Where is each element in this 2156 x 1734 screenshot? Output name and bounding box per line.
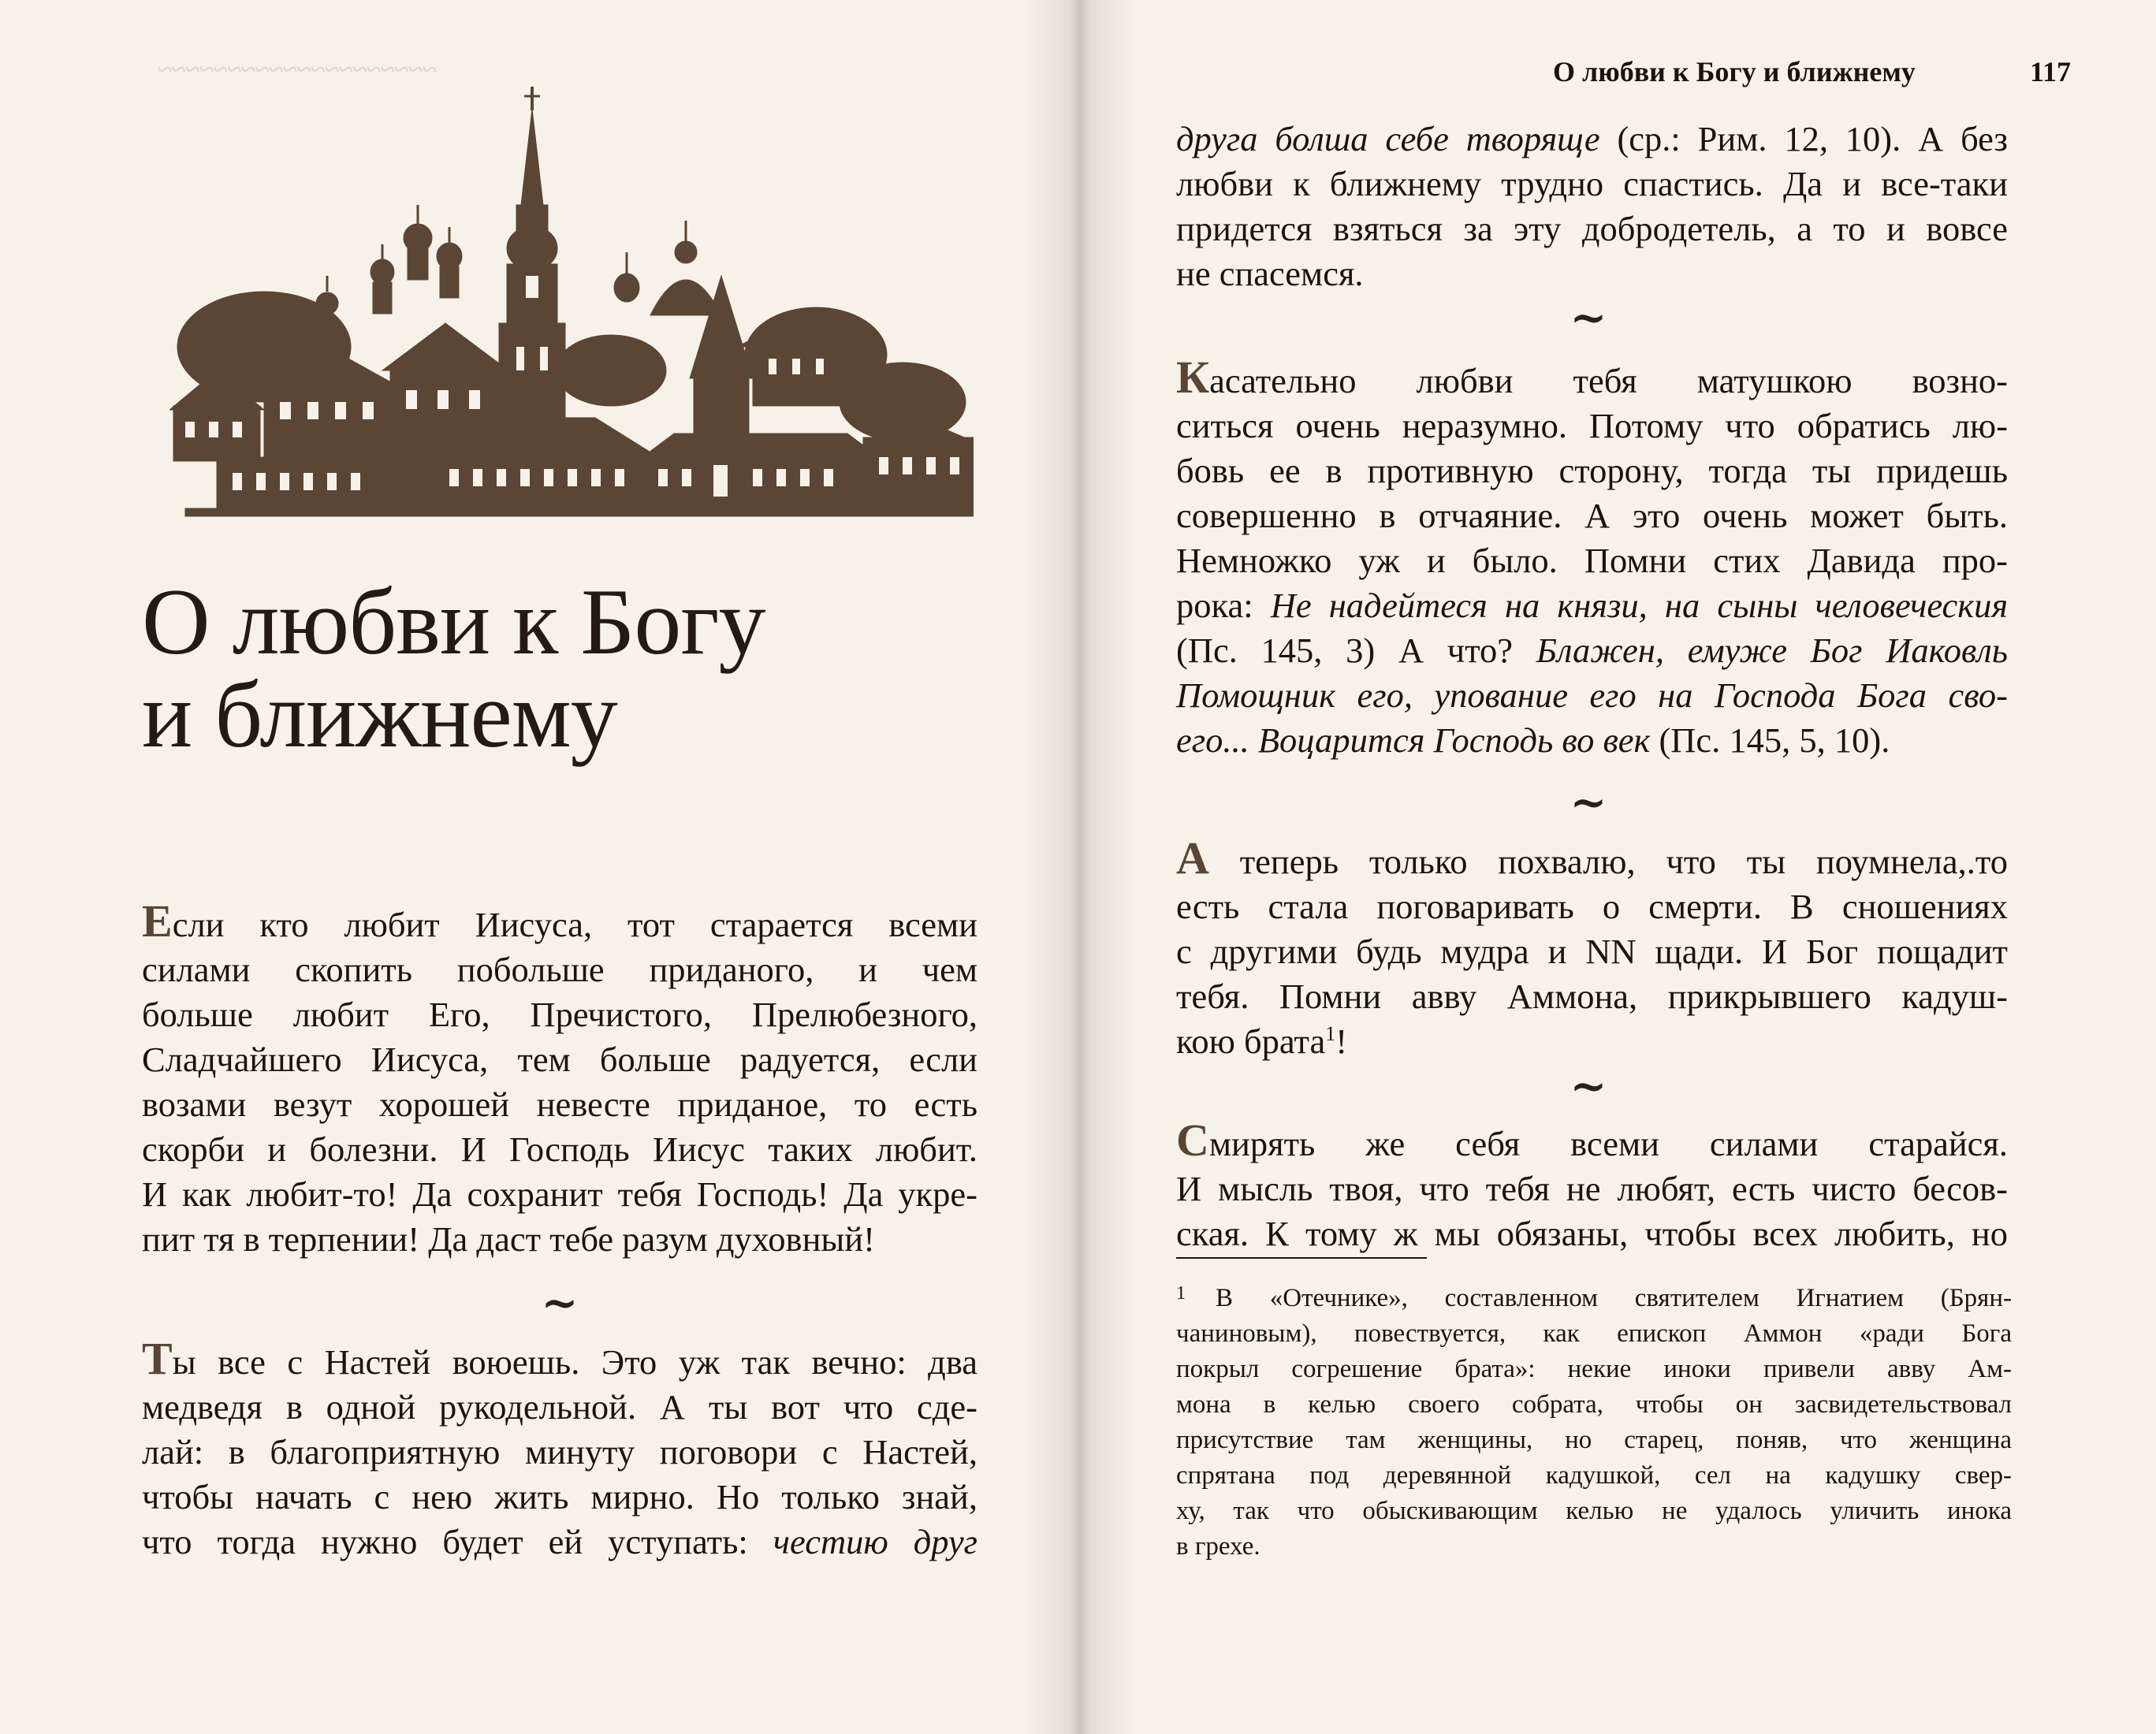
tilde-separator-icon: ~ <box>1570 776 1607 828</box>
footnote-divider <box>1176 1257 1427 1259</box>
footnote-line: покрыл согрешение брата»: некие иноки привели авву Ам- <box>1176 1355 2012 1383</box>
dropcap: Т <box>142 1333 173 1384</box>
page-number: 117 <box>2030 56 2072 87</box>
text-line: асательно любви тебя матушкою возно- <box>1209 361 2008 400</box>
chapter-title-line-2: и ближнему <box>142 662 617 767</box>
tilde-separator-icon: ~ <box>541 1277 579 1329</box>
italic-quote: Помощник его, упование его на Господа Бога сво- <box>1176 675 2008 715</box>
text-line: ы все с Настей воюешь. Это уж так вечно: два <box>172 1342 977 1382</box>
tilde-separator-icon: ~ <box>1570 1060 1607 1112</box>
text-line: тебя. Помни авву Аммона, прикрывшего кадуш- <box>1176 977 2008 1016</box>
footnote-reference[interactable]: 1 <box>1325 1022 1336 1046</box>
text-line: (ср.: Рим. 12, 10). А без <box>1599 119 2008 158</box>
text-line: силами скопить побольше приданого, и чем <box>142 950 977 989</box>
right-paragraph-2 <box>1176 352 2009 763</box>
text-line: Немножко уж и было. Помни стих Давида про- <box>1176 541 2008 580</box>
text-line: Сладчайшего Иисуса, тем больше радуется, если <box>142 1040 977 1079</box>
text-line: мирять же себя всеми силами старайся. <box>1208 1124 2008 1163</box>
text-line: возами везут хорошей невесте приданое, то есть <box>142 1085 977 1124</box>
text-line: пит тя в терпении! Да даст тебе разум духовный! <box>142 1219 875 1259</box>
right-paragraph-3 <box>1176 832 2008 1064</box>
dropcap: А <box>1176 832 1209 884</box>
text-line: совершенно в отчаяние. А это очень может быть. <box>1176 496 2008 535</box>
text-line: ская. К тому ж мы обязаны, чтобы всех любить, но <box>1176 1214 2008 1253</box>
text-line: сли кто любит Иисуса, тот старается всеми <box>172 905 977 944</box>
footnote-line: чаниновым), повествуется, как епископ Аммон «ради Бога <box>1176 1319 2012 1348</box>
left-paragraph-1 <box>142 895 977 1262</box>
italic-quote: друга болша себе творяще <box>1176 119 1600 158</box>
dropcap: Е <box>142 895 173 947</box>
monastery-engraving-icon <box>169 87 974 528</box>
footnote-line: мона в келью своего собрата, чтобы он засвидетельствовал <box>1176 1390 2012 1419</box>
text-line: И мысль твоя, что тебя не любят, есть чисто бесов- <box>1176 1169 2008 1208</box>
text-line: И как любит-то! Да сохранит тебя Господь! Да укре- <box>142 1174 977 1214</box>
chapter-title-line-1: О любви к Богу <box>142 569 765 674</box>
text-line: (Пс. 145, 5, 10). <box>1650 720 1890 760</box>
right-paragraph-4 <box>1176 1114 2008 1256</box>
footnote-body <box>1176 1281 2012 1565</box>
text-line: с другими будь мудра и NN щади. И Бог пощадит <box>1176 932 2008 971</box>
dropcap: К <box>1176 352 1210 403</box>
show-through-header: ~~~~~~~~~~~~~~~~~~~~ <box>158 55 437 84</box>
chapter-title <box>142 569 993 767</box>
text-line: кою брата <box>1176 1021 1326 1061</box>
italic-quote: его... Воцарится Господь во век <box>1176 720 1651 760</box>
text-line: лай: в благоприятную минуту поговори с Настей, <box>142 1432 977 1472</box>
tilde-separator-icon: ~ <box>1570 292 1607 344</box>
footnote-line: спрятана под деревянной кадушкой, сел на кадушку свер- <box>1176 1461 2012 1490</box>
text-line: ситься очень неразумно. Потому что обратись лю- <box>1176 406 2008 445</box>
text-line: (Пс. 145, 3) А что? <box>1176 631 1536 670</box>
text-line: больше любит Его, Пречистого, Прелюбезного, <box>142 995 977 1034</box>
footnote-mark: 1 <box>1176 1283 1186 1304</box>
text-line: рока: <box>1176 586 1271 625</box>
text-line: бовь ее в противную сторону, тогда ты придешь <box>1176 451 2008 490</box>
book-gutter <box>1025 0 1135 1734</box>
footnote-line: В «Отечнике», составленном святителем Игнатием (Брян- <box>1216 1284 2012 1312</box>
text-line: что тогда нужно будет ей уступать: <box>142 1522 748 1561</box>
text-line: любви к ближнему трудно спастись. Да и все-таки <box>1176 164 2008 203</box>
italic-quote: Блажен, емуже Бог Иаковль <box>1536 631 2008 670</box>
left-paragraph-2 <box>142 1333 977 1565</box>
text-line: теперь только похвалю, что ты поумнела,.то <box>1208 842 2008 881</box>
text-line: придется взяться за эту добродетель, а то и вовсе <box>1176 209 2008 248</box>
text-line: скорби и болезни. И Господь Иисус таких любит. <box>142 1129 977 1169</box>
text-line: не спасемся. <box>1176 254 1364 293</box>
right-paragraph-1 <box>1176 117 2008 296</box>
text-line: ! <box>1335 1021 1348 1061</box>
text-line: медведя в одной рукодельной. А ты вот что сде- <box>142 1387 977 1427</box>
text-line-mixed <box>142 1520 977 1565</box>
text-line: есть стала поговаривать о смерти. В сношениях <box>1176 887 2008 926</box>
running-head: О любви к Богу и ближнему <box>1553 56 1916 87</box>
footnote-line: присутствие там женщины, но старец, поняв, что женщина <box>1176 1426 2012 1454</box>
text-line: чтобы начать с нею жить мирно. Но только знай, <box>142 1477 977 1516</box>
footnote-line: в грехе. <box>1176 1532 1260 1561</box>
italic-quote: Не надейтеся на князи, на сыны человеческия <box>1270 586 2009 625</box>
footnote <box>1176 1281 2012 1565</box>
footnote-line: ху, так что обыскивающим келью не удалось уличить инока <box>1176 1497 2012 1525</box>
italic-quote: честию друг <box>773 1522 977 1561</box>
dropcap: С <box>1176 1114 1209 1166</box>
